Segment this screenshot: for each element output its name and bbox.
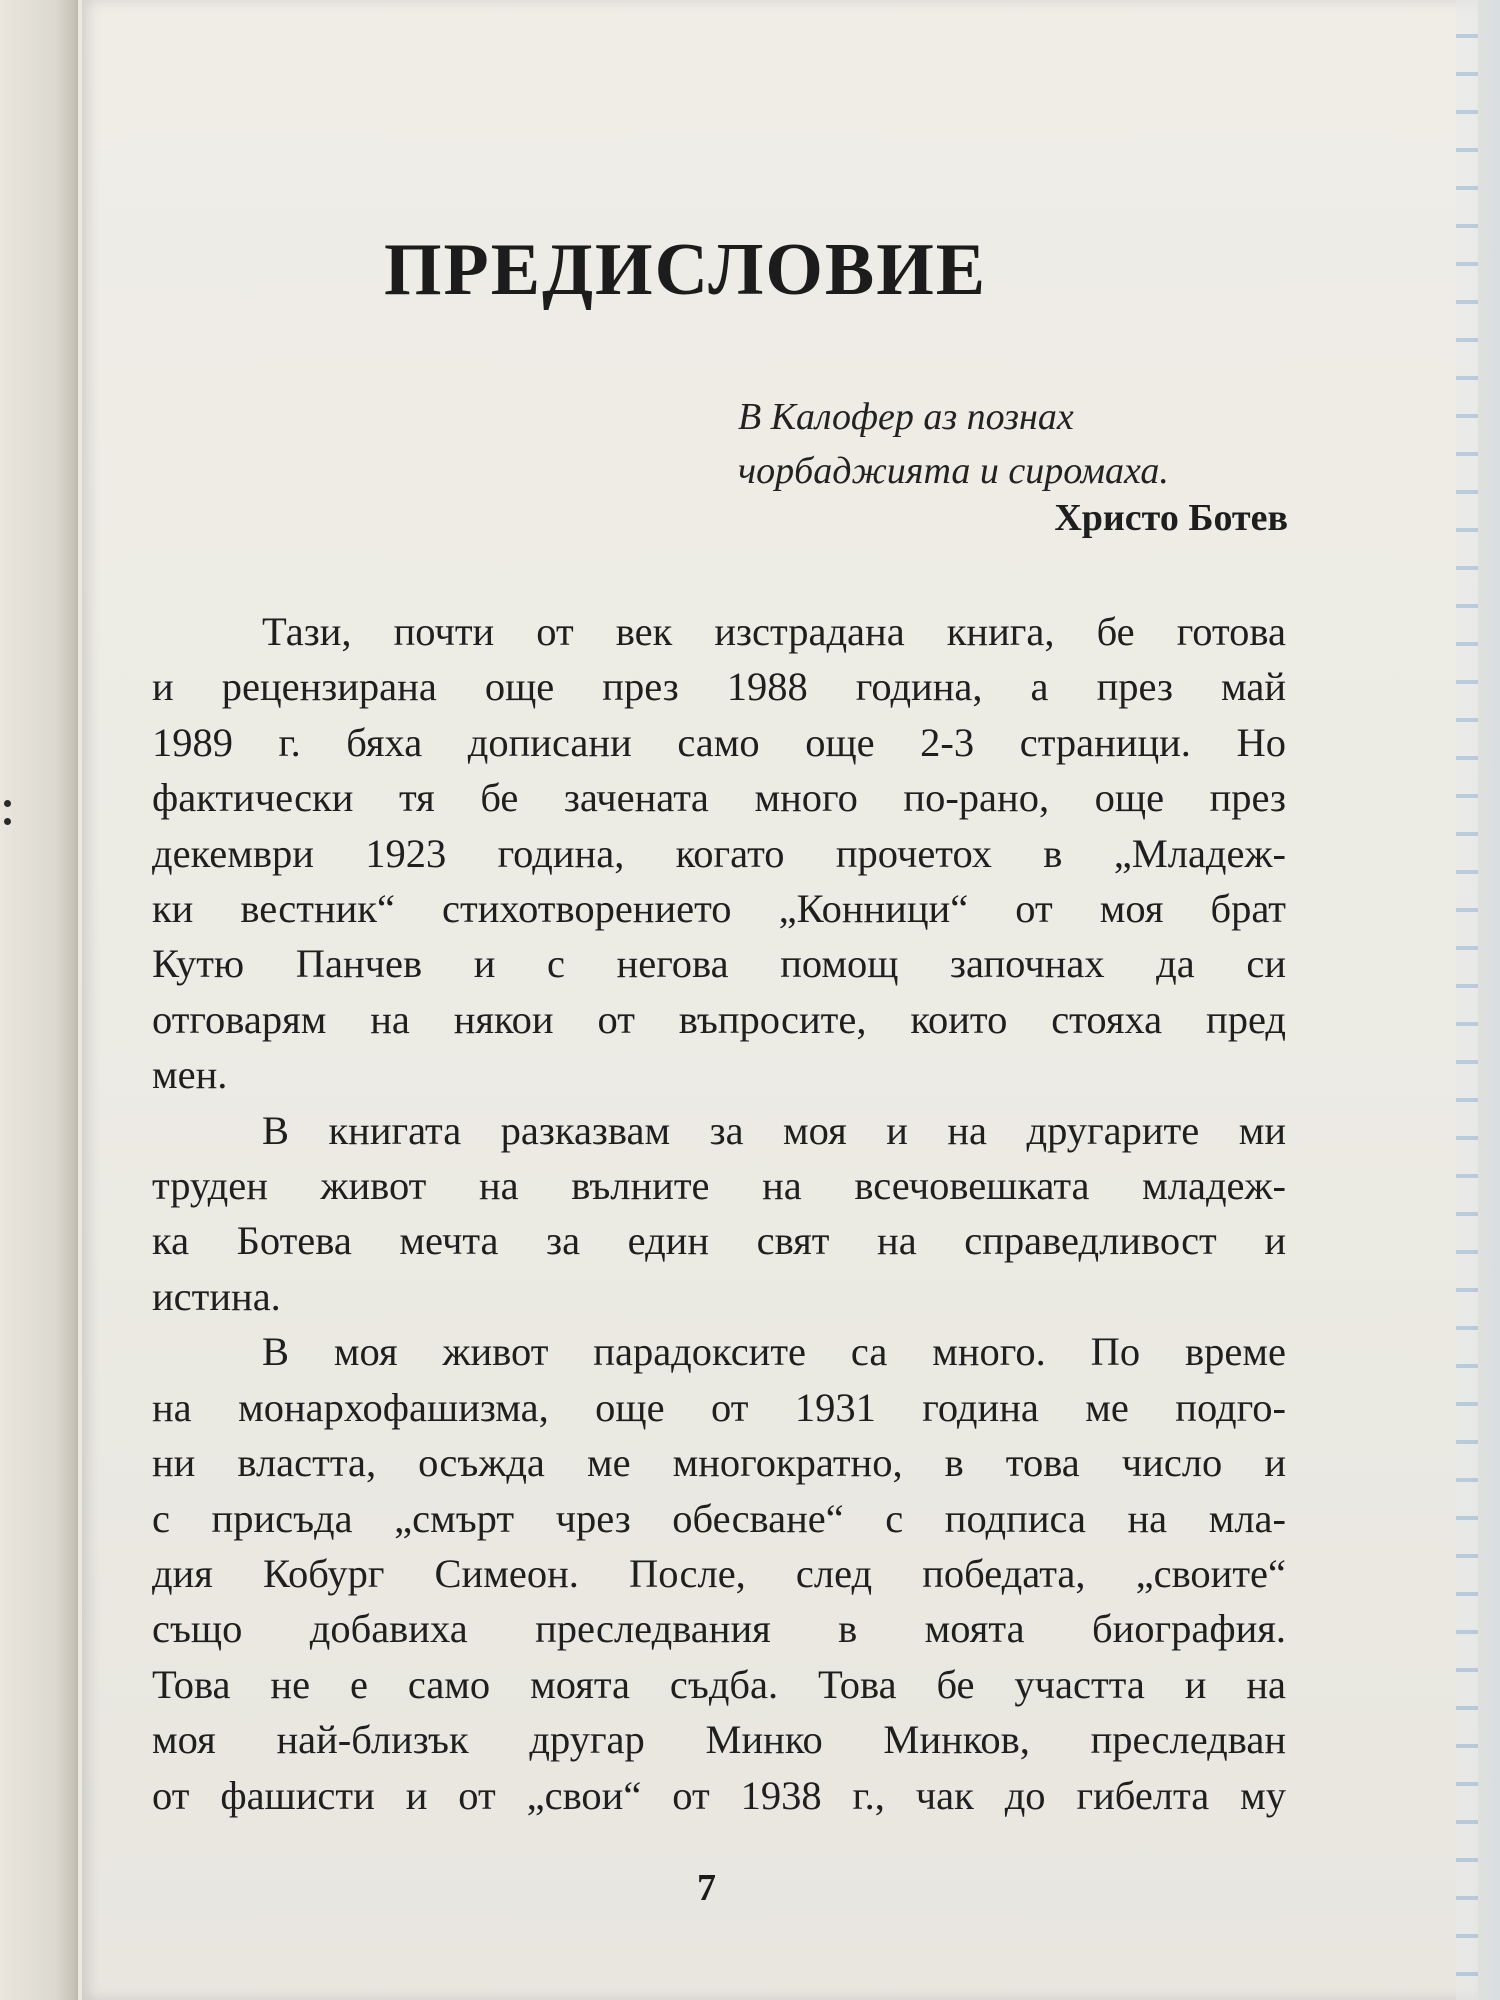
text-line: също добавиха преследвания в моята биография.	[152, 1606, 1286, 1652]
text-line: Кутю Панчев и с негова помощ започнах да си	[152, 941, 1286, 987]
paragraph	[152, 1103, 1286, 1325]
page-edge	[1456, 0, 1478, 2000]
epigraph	[738, 390, 1298, 498]
text-line: и рецензирана още през 1988 година, а през май	[152, 664, 1286, 710]
epigraph-line: чорбаджията и сиромаха.	[738, 450, 1169, 492]
gutter-mark	[4, 818, 11, 825]
text-line: фактически тя бе заченатa много по-рано, още през	[152, 775, 1286, 821]
text-line: декември 1923 година, когато прочетох в „Младеж-	[152, 830, 1286, 876]
text-line: дия Кобург Симеон. После, след победата, „своите“	[152, 1550, 1286, 1596]
body-text	[152, 604, 1286, 1823]
text-line: с присъда „смърт чрез обесване“ с подписа на мла-	[152, 1495, 1286, 1541]
text-line: В книгата разказвам за моя и на другарите ми	[262, 1107, 1286, 1153]
text-line: отговарям на някои от въпросите, които стояха пред	[152, 996, 1286, 1042]
epigraph-author: Христо Ботев	[1054, 497, 1288, 539]
text-line: Тази, почти от век изстрадана книга, бе готова	[262, 609, 1286, 654]
book-gutter	[0, 0, 78, 2000]
paragraph	[152, 604, 1286, 1103]
text-line: 1989 г. бяха дописани само още 2-3 страници. Но	[152, 719, 1286, 765]
text-line: труден живот на вълните на всечовешката младеж-	[152, 1163, 1286, 1209]
text-line: моя най-близък другар Минко Минков, преследван	[152, 1717, 1286, 1763]
paragraph	[152, 1324, 1286, 1823]
text-line: В моя живот парадоксите са много. По време	[262, 1329, 1286, 1375]
page-number: 7	[697, 1867, 716, 1909]
text-line: Това не е само моята съдба. Това бе участта и на	[152, 1661, 1286, 1707]
text-line: ни властта, осъжда ме многократно, в това число и	[152, 1440, 1286, 1486]
text-line: истина.	[152, 1273, 281, 1319]
text-line: ка Ботева мечта за един свят на справедливост и	[152, 1218, 1286, 1264]
text-line: мен.	[152, 1052, 228, 1098]
chapter-title: ПРЕДИСЛОВИЕ	[384, 229, 988, 311]
epigraph-line: В Калофер аз познах	[738, 396, 1074, 438]
text-line: от фашисти и от „свои“ от 1938 г., чак до гибелта му	[152, 1772, 1286, 1818]
text-line: на монархофашизма, още от 1931 година ме подго-	[152, 1384, 1286, 1430]
text-line: ки вестник“ стихотворението „Конници“ от моя брат	[152, 886, 1286, 932]
gutter-mark	[4, 800, 11, 807]
